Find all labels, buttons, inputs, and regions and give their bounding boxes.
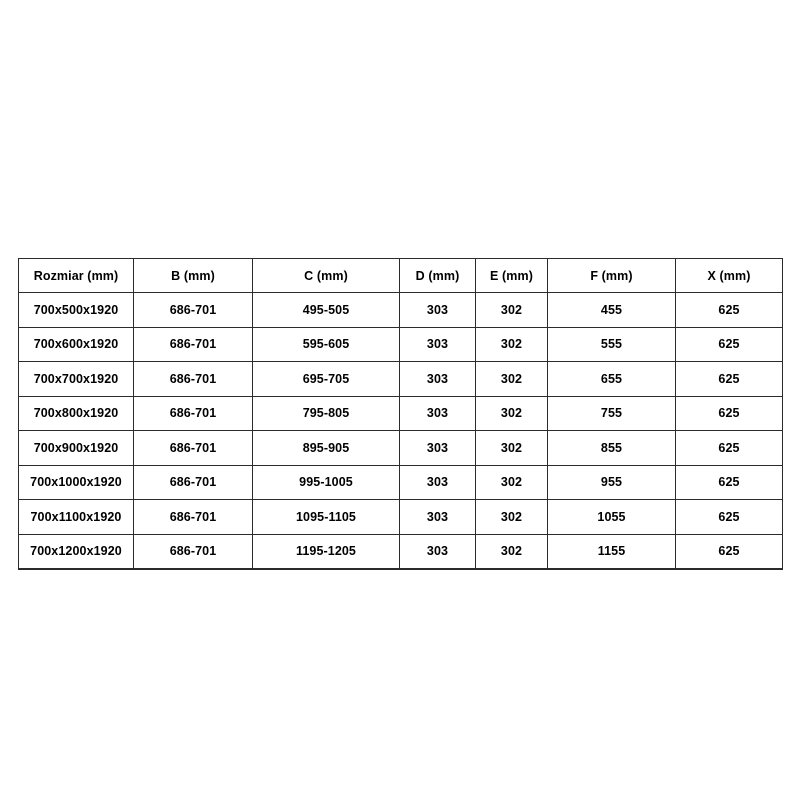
table-header-row: [19, 259, 783, 293]
cell-size: 700x1000x1920: [19, 465, 134, 500]
cell-b: 686-701: [134, 534, 253, 569]
column-header-size: Rozmiar (mm): [19, 259, 134, 293]
cell-size: 700x500x1920: [19, 293, 134, 328]
cell-size: 700x600x1920: [19, 327, 134, 362]
cell-x: 625: [676, 465, 783, 500]
cell-b: 686-701: [134, 396, 253, 431]
cell-b: 686-701: [134, 500, 253, 535]
table-row: [19, 431, 783, 466]
cell-c: 1195-1205: [253, 534, 400, 569]
cell-f: 755: [548, 396, 676, 431]
cell-b: 686-701: [134, 431, 253, 466]
cell-size: 700x900x1920: [19, 431, 134, 466]
cell-c: 695-705: [253, 362, 400, 397]
cell-f: 855: [548, 431, 676, 466]
cell-b: 686-701: [134, 327, 253, 362]
column-header-c: C (mm): [253, 259, 400, 293]
cell-c: 495-505: [253, 293, 400, 328]
cell-e: 302: [476, 534, 548, 569]
cell-d: 303: [400, 431, 476, 466]
cell-b: 686-701: [134, 362, 253, 397]
cell-x: 625: [676, 293, 783, 328]
cell-x: 625: [676, 327, 783, 362]
cell-f: 955: [548, 465, 676, 500]
cell-f: 1055: [548, 500, 676, 535]
cell-d: 303: [400, 534, 476, 569]
cell-f: 1155: [548, 534, 676, 569]
cell-e: 302: [476, 396, 548, 431]
cell-size: 700x1100x1920: [19, 500, 134, 535]
table-body: [19, 293, 783, 570]
cell-d: 303: [400, 500, 476, 535]
column-header-d: D (mm): [400, 259, 476, 293]
table-row: [19, 396, 783, 431]
cell-e: 302: [476, 500, 548, 535]
cell-b: 686-701: [134, 465, 253, 500]
column-header-e: E (mm): [476, 259, 548, 293]
cell-e: 302: [476, 465, 548, 500]
cell-f: 455: [548, 293, 676, 328]
specification-table-container: [18, 258, 782, 570]
cell-e: 302: [476, 431, 548, 466]
cell-x: 625: [676, 534, 783, 569]
cell-c: 1095-1105: [253, 500, 400, 535]
cell-d: 303: [400, 362, 476, 397]
table-header: [19, 259, 783, 293]
cell-f: 655: [548, 362, 676, 397]
cell-c: 595-605: [253, 327, 400, 362]
table-row: [19, 465, 783, 500]
cell-d: 303: [400, 327, 476, 362]
table-row: [19, 362, 783, 397]
cell-d: 303: [400, 396, 476, 431]
cell-e: 302: [476, 362, 548, 397]
cell-x: 625: [676, 396, 783, 431]
cell-d: 303: [400, 465, 476, 500]
cell-e: 302: [476, 327, 548, 362]
table-row: [19, 500, 783, 535]
cell-c: 795-805: [253, 396, 400, 431]
cell-d: 303: [400, 293, 476, 328]
cell-x: 625: [676, 431, 783, 466]
table-row: [19, 293, 783, 328]
column-header-b: B (mm): [134, 259, 253, 293]
column-header-x: X (mm): [676, 259, 783, 293]
cell-c: 895-905: [253, 431, 400, 466]
column-header-f: F (mm): [548, 259, 676, 293]
cell-f: 555: [548, 327, 676, 362]
cell-x: 625: [676, 362, 783, 397]
cell-x: 625: [676, 500, 783, 535]
cell-size: 700x800x1920: [19, 396, 134, 431]
cell-e: 302: [476, 293, 548, 328]
specification-table: [18, 258, 783, 570]
table-row: [19, 534, 783, 569]
cell-size: 700x700x1920: [19, 362, 134, 397]
table-row: [19, 327, 783, 362]
cell-size: 700x1200x1920: [19, 534, 134, 569]
cell-c: 995-1005: [253, 465, 400, 500]
cell-b: 686-701: [134, 293, 253, 328]
